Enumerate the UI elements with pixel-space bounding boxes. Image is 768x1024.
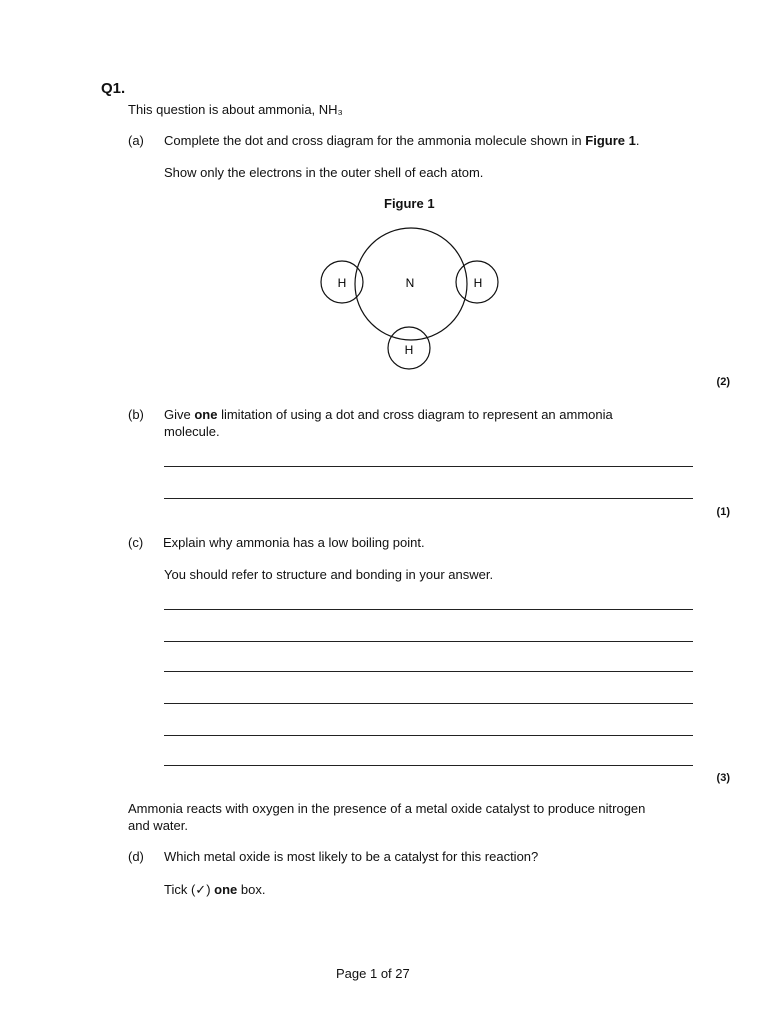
hydrogen-bottom-symbol: H [404,343,414,357]
answer-line-c6[interactable] [164,765,693,766]
part-c-marks: (3) [716,772,730,784]
tick-icon: ✓ [195,882,207,897]
part-b-label: (b) [128,407,144,422]
part-a-figure-ref: Figure 1 [585,133,636,148]
part-b-question-line2: molecule. [164,424,220,439]
context-line1: Ammonia reacts with oxygen in the presence of a metal oxide catalyst to produce nitrogen [128,801,646,816]
context-line2: and water. [128,818,188,833]
part-a-text: Complete the dot and cross diagram for the ammonia molecule shown in [164,133,586,148]
part-b-marks: (1) [716,506,730,518]
nitrogen-symbol: N [405,276,415,290]
page-footer: Page 1 of 27 [336,966,410,981]
part-a-text-end: . [635,133,640,148]
tick-text-end: box. [237,882,266,897]
part-c-question: Explain why ammonia has a low boiling point. [163,535,425,550]
part-c-label: (c) [128,535,144,550]
answer-line-c4[interactable] [164,703,693,704]
answer-line-c2[interactable] [164,641,693,642]
part-a-label: (a) [128,133,144,148]
hydrogen-left-symbol: H [337,276,347,290]
question-number: Q1. [101,80,126,97]
question-intro: This question is about ammonia, NH₃ [128,102,343,117]
figure-title: Figure 1 [384,196,435,211]
answer-line-b1[interactable] [164,466,693,467]
part-a-instruction: Show only the electrons in the outer shell of each atom. [164,165,484,180]
part-a-question [164,132,639,149]
part-b-text: Give [164,407,195,422]
answer-line-c5[interactable] [164,735,693,736]
part-a-marks: (2) [716,376,730,388]
part-d-instruction [164,881,265,898]
part-d-question: Which metal oxide is most likely to be a catalyst for this reaction? [164,849,539,864]
dot-cross-diagram[interactable] [300,220,520,380]
tick-text-mid: ) [206,882,215,897]
part-c-instruction: You should refer to structure and bonding in your answer. [164,567,494,582]
hydrogen-right-symbol: H [473,276,483,290]
part-b-text-end: limitation of using a dot and cross diagram to represent an ammonia [217,407,613,422]
answer-line-b2[interactable] [164,498,693,499]
answer-line-c3[interactable] [164,671,693,672]
part-b-question [164,406,613,423]
part-d-label: (d) [128,849,144,864]
part-b-bold: one [194,407,218,422]
tick-text: Tick ( [164,882,196,897]
tick-bold: one [214,882,238,897]
answer-line-c1[interactable] [164,609,693,610]
